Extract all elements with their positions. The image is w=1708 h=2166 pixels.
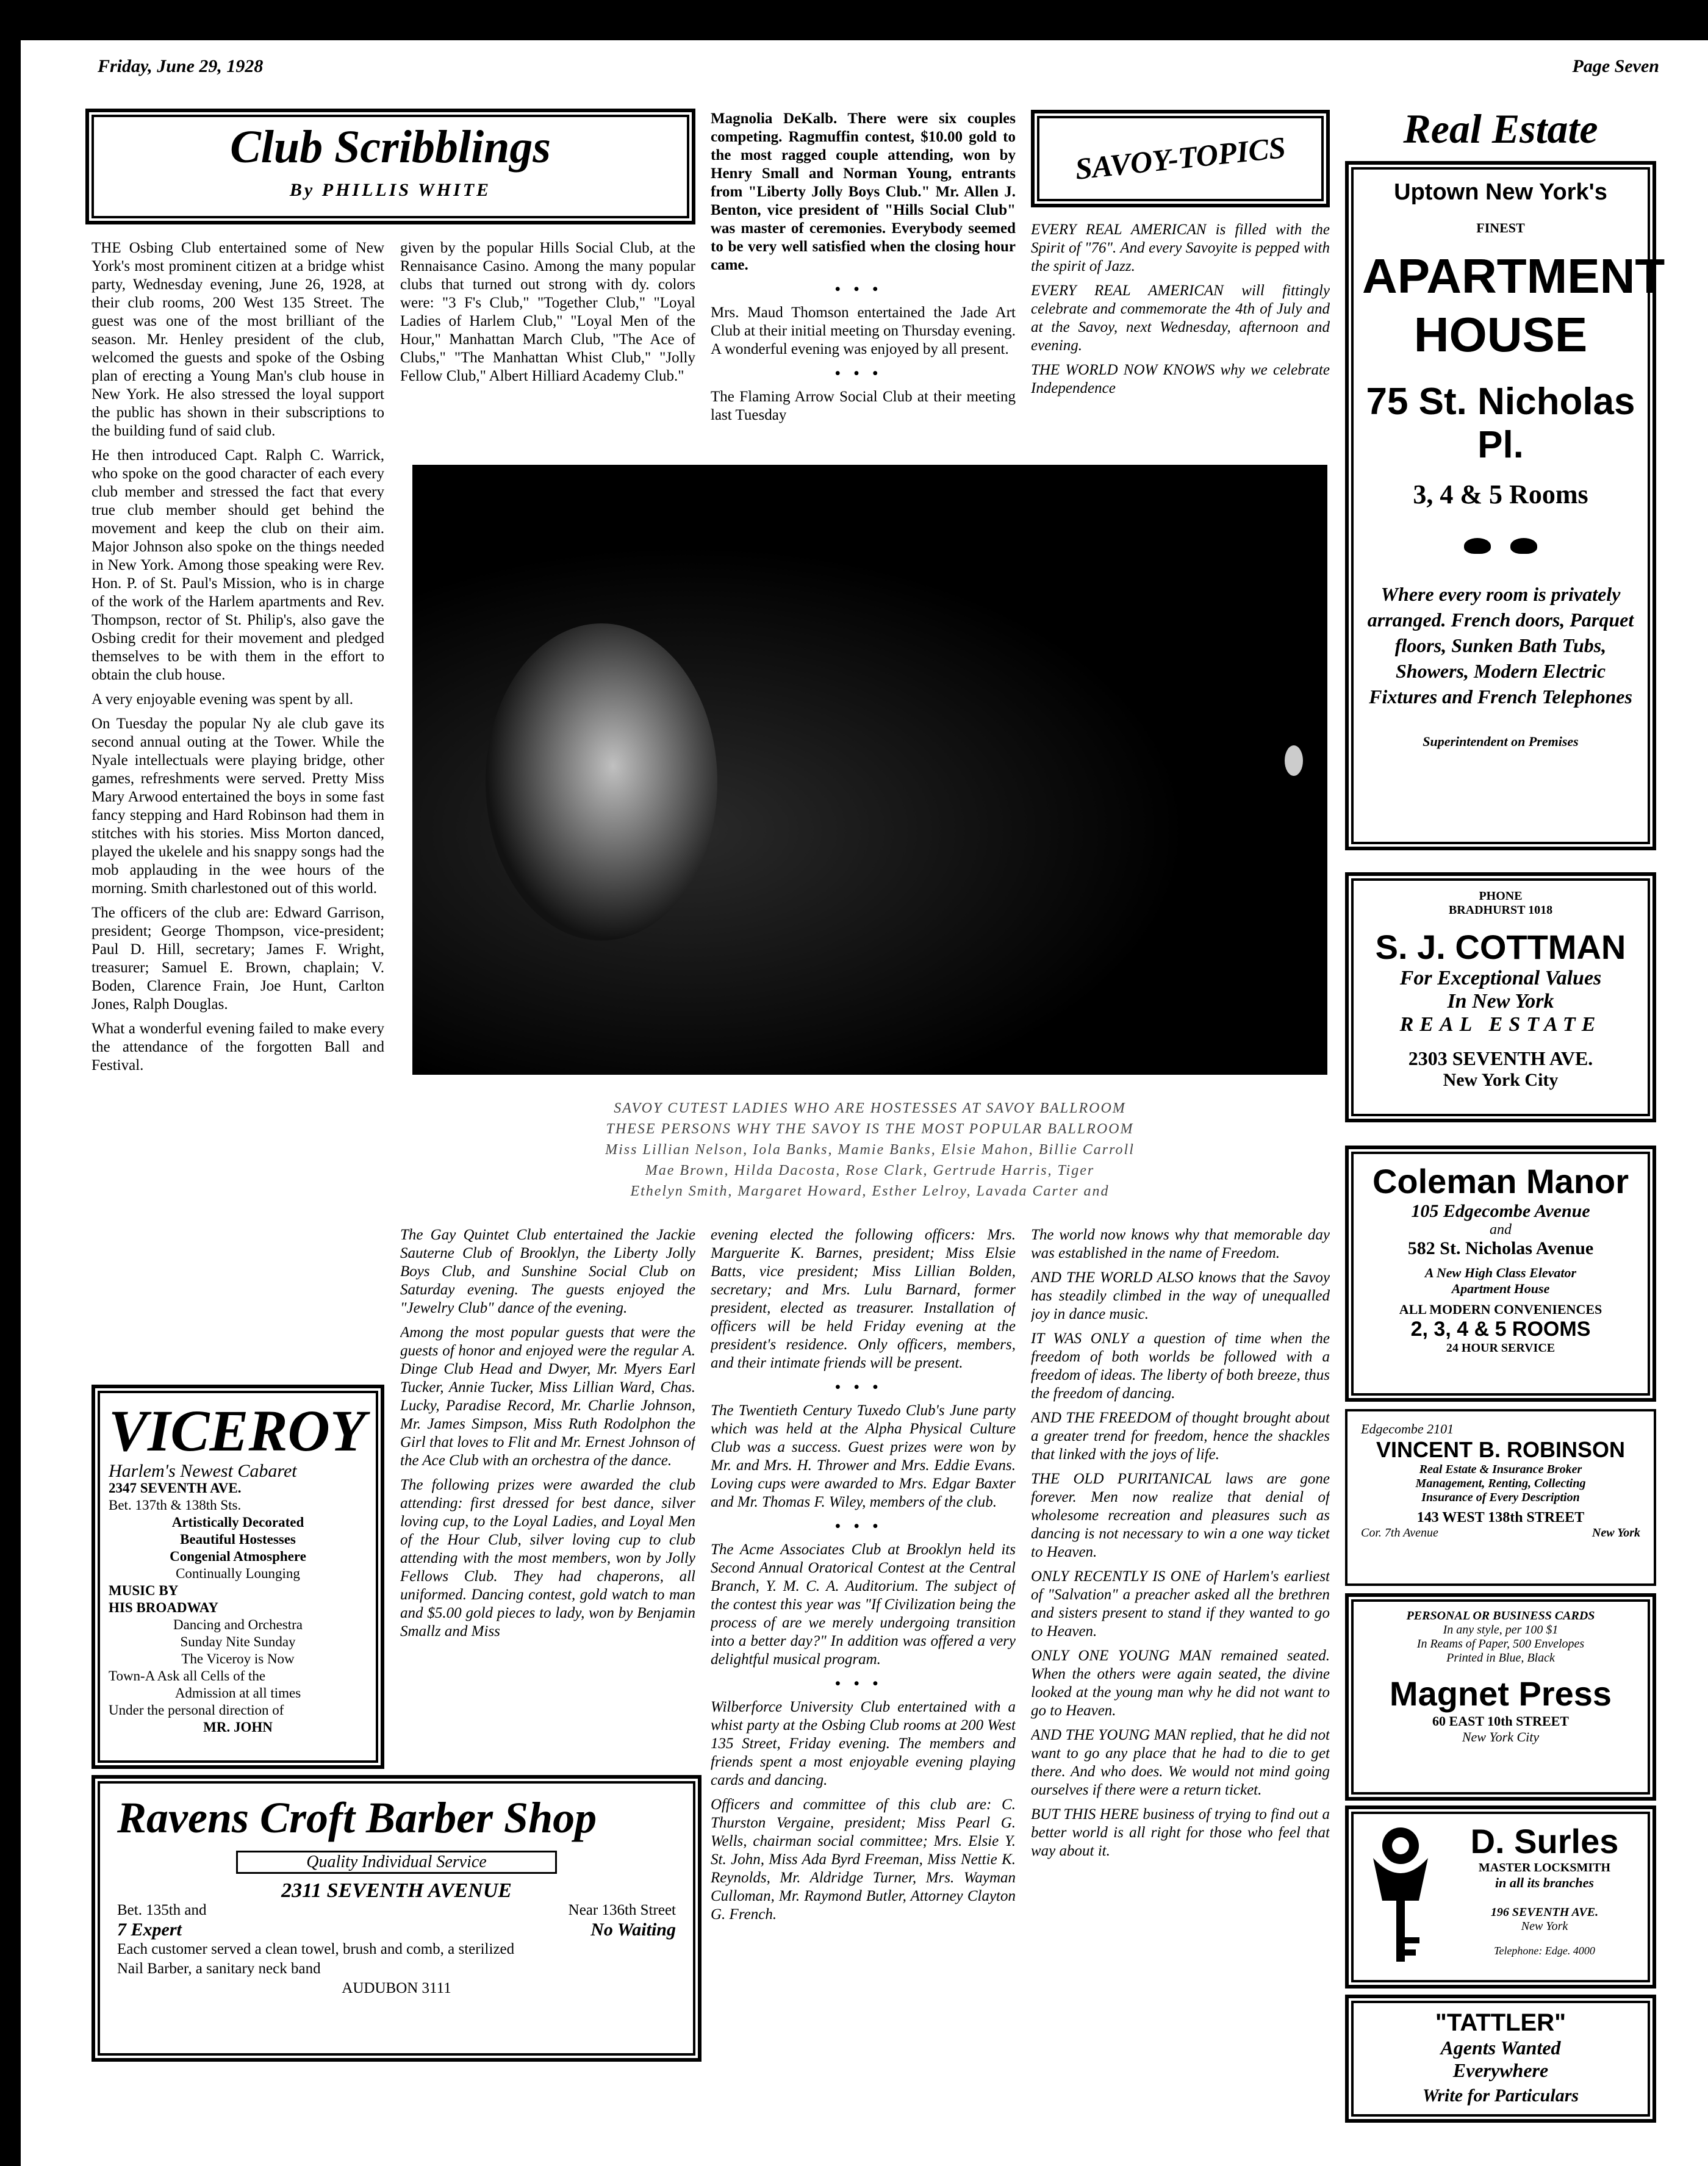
- barber-line: Nail Barber, a sanitary neck band: [117, 1960, 321, 1977]
- barber-line: AUDUBON 3111: [342, 1980, 451, 1996]
- magnet-line: Printed in Blue, Black: [1446, 1651, 1555, 1665]
- coleman-manor-ad: [1345, 1146, 1656, 1402]
- barber-line: Near 136th Street: [568, 1902, 676, 1918]
- superintendent-label: Superintendent on Premises: [1423, 734, 1579, 749]
- photo-caption: [412, 1098, 1327, 1202]
- separator: •••: [834, 1518, 892, 1535]
- barber-line: Quality Individual Service: [236, 1851, 557, 1874]
- viceroy-line: Continually Lounging: [176, 1566, 300, 1581]
- viceroy-line: Artistically Decorated: [171, 1515, 304, 1530]
- apartment-house-ad: [1345, 161, 1665, 850]
- coleman-and: and: [1490, 1222, 1512, 1238]
- club-paragraph: Magnolia DeKalb. There were six couples competing. Ragmuffin contest, $10.00 gold to the most ragged couple attending, won by Henry Small and Norman Young, entrants from "Liberty Jolly Boys Club." Mr. Allen J. Benton, vice president of "Hills Social Club" was master of ceremonies. Everybody seemed to be very well satisfied when the closing hour came.: [711, 110, 1016, 273]
- savoy-paragraph: EVERY REAL AMERICAN is filled with the Spirit of "76". And every Savoyite is pepped with the spirit of Jazz.: [1031, 221, 1330, 274]
- surles-text: [1440, 1821, 1640, 1973]
- key-figure-icon: [1361, 1821, 1440, 1974]
- robinson-line: Insurance of Every Description: [1421, 1491, 1580, 1504]
- viceroy-line: Dancing and Orchestra: [173, 1617, 303, 1632]
- savoy-paragraph: IT WAS ONLY a question of time when the freedom of both worlds be followed with a freedom of ideas. The liberty of both breeze, thus the freedom of dancing.: [1031, 1330, 1330, 1402]
- coleman-address: 105 Edgecombe Avenue: [1411, 1201, 1590, 1221]
- viceroy-tagline: Harlem's Newest Cabaret: [109, 1461, 297, 1481]
- surles-name: D. Surles: [1470, 1822, 1619, 1860]
- cottman-line: In New York: [1447, 990, 1554, 1013]
- robinson-corner: Cor. 7th Avenue: [1361, 1526, 1438, 1540]
- club-paragraph: A very enjoyable evening was spent by all.: [92, 691, 354, 708]
- savoy-topics-top: [1031, 221, 1330, 446]
- club-column-left: [92, 239, 384, 1374]
- tattler-name: "TATTLER": [1435, 2009, 1566, 2036]
- apartment-description: Where every room is privately arranged. French doors, Parquet floors, Sunken Bath Tubs, Showers, Modern Electric Fixtures and French Telephones: [1367, 583, 1634, 708]
- coleman-address: 582 St. Nicholas Avenue: [1407, 1238, 1594, 1258]
- address-label: 75 St. Nicholas Pl.: [1366, 381, 1635, 466]
- savoy-paragraph: EVERY REAL AMERICAN will fittingly celebrate and commemorate the 4th of July and at the Savoy, next Wednesday, afternoon and evening.: [1031, 282, 1330, 354]
- center-column-top: [711, 110, 1016, 451]
- cottman-line: REAL ESTATE: [1399, 1013, 1602, 1036]
- coleman-service: 24 HOUR SERVICE: [1446, 1341, 1556, 1355]
- rooms-label: 3, 4 & 5 Rooms: [1413, 479, 1588, 509]
- barber-shop-ad: [92, 1775, 702, 2062]
- viceroy-line: 2347 SEVENTH AVE.: [109, 1480, 242, 1496]
- barber-row: [117, 1901, 676, 1920]
- savoy-paragraph: The world now knows why that memorable day was established in the name of Freedom.: [1031, 1227, 1330, 1261]
- savoy-topics-bottom: [1031, 1226, 1330, 2123]
- coleman-desc: A New High Class Elevator: [1424, 1265, 1577, 1280]
- magnet-press-ad: [1345, 1593, 1656, 1801]
- robinson-row: [1361, 1526, 1640, 1540]
- surles-ad: [1345, 1806, 1656, 1988]
- savoy-paragraph: ONLY RECENTLY IS ONE of Harlem's earliest of "Salvation" a preacher asked all the brethren and sisters present to stand if they wanted to go to Heaven.: [1031, 1568, 1330, 1640]
- club-paragraph: The Acme Associates Club at Brooklyn held its Second Annual Oratorical Contest at the Central Branch, Y. M. C. A. Auditorium. The subject of the contest this year was "If Civilization being the process of are we merely undergoing transition into a better day?" In addition was offered a very delightful musical program.: [711, 1541, 1016, 1668]
- surles-address: 196 SEVENTH AVE.: [1490, 1906, 1599, 1919]
- club-paragraph: The Flaming Arrow Social Club at their meeting last Tuesday: [711, 389, 1016, 423]
- caption-line: Mae Brown, Hilda Dacosta, Rose Clark, Gertrude Harris, Tiger: [645, 1163, 1095, 1178]
- dingbat-row: [1362, 538, 1639, 557]
- club-column-middle-top: [400, 239, 695, 446]
- magnet-line: PERSONAL OR BUSINESS CARDS: [1406, 1609, 1595, 1623]
- caption-line: Miss Lillian Nelson, Iola Banks, Mamie Banks, Elsie Mahon, Billie Carroll: [605, 1142, 1135, 1158]
- viceroy-line: HIS BROADWAY: [109, 1600, 219, 1615]
- tattler-line: Agents Wanted: [1440, 2037, 1561, 2059]
- club-paragraph: Among the most popular guests that were the guests of honor and enjoyed were the regular A. Dinge Club Head and Dwyer, Mr. Myers Earl Tucker, Annie Tucker, Miss Lillian Ward, Chas. Lucky, Paradise Record, Mr. Charlie Johnson, Mr. James Simpson, Miss Ruth Rodolphon the Girl that loves to Flit and Mr. Ernest Johnson of the Ace Club with an orchestra of the dance.: [400, 1324, 695, 1469]
- club-column-byline: By PHILLIS WHITE: [289, 180, 492, 200]
- caption-line: Ethelyn Smith, Margaret Howard, Esther Lelroy, Lavada Carter and: [630, 1183, 1110, 1199]
- top-border: [0, 0, 1708, 40]
- viceroy-line: Beautiful Hostesses: [180, 1532, 296, 1547]
- tattler-line: Everywhere: [1452, 2059, 1549, 2081]
- apartment-label: APARTMENT: [1362, 249, 1665, 303]
- page-label: Page Seven: [1572, 56, 1659, 76]
- club-column-title: Club Scribblings: [230, 121, 551, 173]
- savoy-paragraph: BUT THIS HERE business of trying to find out a better world is all right for those who feel that way about it.: [1031, 1806, 1330, 1859]
- separator: •••: [834, 281, 892, 298]
- uptown-label: Uptown New York's: [1394, 179, 1607, 205]
- club-paragraph: Mrs. Maud Thomson entertained the Jade Art Club at their initial meeting on Thursday evening. A wonderful evening was enjoyed by all present.: [711, 304, 1016, 357]
- dateline: Friday, June 29, 1928: [98, 56, 264, 76]
- robinson-ad: [1345, 1409, 1656, 1586]
- tattler-ad: [1345, 1995, 1656, 2123]
- viceroy-line: Bet. 137th & 138th Sts.: [109, 1497, 242, 1513]
- robinson-city: New York: [1591, 1526, 1640, 1540]
- finest-label: FINEST: [1476, 220, 1525, 235]
- viceroy-line: Admission at all times: [174, 1685, 301, 1701]
- tattler-line: Write for Particulars: [1422, 2085, 1579, 2106]
- robinson-line: Management, Renting, Collecting: [1415, 1477, 1586, 1490]
- magnet-city: New York City: [1462, 1729, 1540, 1745]
- club-column-heading: [85, 109, 695, 224]
- robinson-address: 143 WEST 138th STREET: [1416, 1510, 1585, 1526]
- photo-face: [486, 623, 717, 941]
- cottman-phone-label: PHONE: [1479, 889, 1523, 903]
- separator: •••: [834, 1676, 892, 1692]
- cottman-address: 2303 SEVENTH AVE.: [1408, 1047, 1593, 1069]
- barber-line: 2311 SEVENTH AVENUE: [281, 1879, 512, 1902]
- cottman-ad: [1345, 872, 1656, 1122]
- cottman-city: New York City: [1443, 1070, 1559, 1090]
- coleman-name: Coleman Manor: [1372, 1162, 1629, 1200]
- house-label: HOUSE: [1413, 307, 1588, 362]
- savoy-topics-heading: [1031, 110, 1330, 207]
- barber-name: Ravens Croft Barber Shop: [117, 1793, 597, 1842]
- viceroy-line: Congenial Atmosphere: [170, 1549, 306, 1564]
- surles-line: MASTER LOCKSMITH: [1478, 1861, 1611, 1874]
- surles-line: in all its branches: [1495, 1875, 1594, 1890]
- viceroy-line: MR. JOHN: [203, 1720, 273, 1735]
- club-paragraph: He then introduced Capt. Ralph C. Warrick, who spoke on the good character of each every club member and stressed the fact that every true club member should get behind the movement and keep the club on their aim. Major Johnson also spoke on the things needed in New York. Among those speaking were Rev. Hon. P. of St. Paul's Mission, who is in charge of the work of the Harlem apartments and Rev. Thompson, rector of St. Philip's, also gave the Osbing credit for their movement and pledged themselves to be with them in the effort to obtain the club house.: [92, 447, 384, 683]
- viceroy-line: Under the personal direction of: [109, 1702, 284, 1718]
- viceroy-line: Sunday Nite Sunday: [180, 1634, 296, 1649]
- barber-line: Each customer served a clean towel, brush and comb, a sterilized: [117, 1941, 515, 1957]
- separator: •••: [834, 365, 892, 382]
- robinson-phone: Edgecombe 2101: [1361, 1421, 1454, 1436]
- savoy-paragraph: THE OLD PURITANICAL laws are gone forever. Men now realize that denial of wholesome recreation and pleasures such as dancing is not necessary to win a one way ticket to Heaven.: [1031, 1471, 1330, 1560]
- barber-line: No Waiting: [590, 1920, 676, 1940]
- caption-line: SAVOY CUTEST LADIES WHO ARE HOSTESSES AT SAVOY BALLROOM: [614, 1100, 1126, 1116]
- coleman-desc: Apartment House: [1451, 1281, 1550, 1296]
- club-paragraph: The following prizes were awarded the club attending: first dressed for best dance, silver loving cup, to the Loyal Ladies, and Loyal Men of the Hour Club, silver loving cup to club attending with the most members, won by Jolly Fellows Club. They had chaperons, all uniformed. Dancing contest, gold watch to man and $5.00 gold pieces to lady, won by Benjamin Smallz and Miss: [400, 1477, 695, 1640]
- surles-phone: Telephone: Edge. 4000: [1494, 1945, 1595, 1957]
- magnet-name: Magnet Press: [1389, 1674, 1612, 1713]
- cottman-name: S. J. COTTMAN: [1375, 928, 1626, 966]
- coleman-rooms: 2, 3, 4 & 5 ROOMS: [1410, 1318, 1591, 1341]
- center-column-bottom: [711, 1226, 1016, 2123]
- savoy-paragraph: THE WORLD NOW KNOWS why we celebrate Independence: [1031, 362, 1330, 396]
- pointing-hand-icon: [1510, 538, 1537, 554]
- photo-highlight: [1285, 745, 1303, 776]
- left-border: [0, 0, 21, 2166]
- surles-city: New York: [1521, 1920, 1568, 1933]
- barber-row: [117, 1920, 676, 1940]
- club-paragraph: Wilberforce University Club entertained with a whist party at the Osbing Club rooms at 200 West 135 Street, Friday evening. The members and friends spent a most enjoyable evening playing cards and dancing.: [711, 1699, 1016, 1788]
- club-lead-paragraph: THE Osbing Club entertained some of New York's most prominent citizen at a bridge whist party, Wednesday evening, June 26, 1928, at their club rooms, 200 West 135 Street. The guest was one of the most brilliant of the season. Mr. Henley president of the club, welcomed the guests and spoke of the Osbing plan of erecting a Young Man's club house in New York. He also stressed the loyal support the public has shown in their subscriptions to the building fund of said club.: [92, 240, 384, 439]
- savoy-paragraph: ONLY ONE YOUNG MAN remained seated. When the others were again seated, the divine looked at the young man why he did not want to go to Heaven.: [1031, 1648, 1330, 1719]
- cottman-phone: BRADHURST 1018: [1448, 903, 1553, 917]
- club-paragraph: The Twentieth Century Tuxedo Club's June party which was held at the Alpha Physical Culture Club was a success. Guest prizes were won by Mr. and Mrs. H. Thrower and Mrs. Eddie Evans. Loving cups were awarded to Mrs. Edgar Baxter and Mr. Thomas F. Wiley, members of the club.: [711, 1402, 1016, 1510]
- cottman-line: For Exceptional Values: [1399, 967, 1602, 989]
- club-paragraph: Officers and committee of this club are: C. Thurston Vergaine, president; Miss Pearl G. Wells, chairman social committee; Mrs. Elsie Y. St. John, Miss Ada Byrd Freeman, Miss Nettie K. Reynolds, Mr. Aldridge Turner, Mrs. Wayman Culloman, Mr. Raymond Butler, Attorney Clayton G. French.: [711, 1796, 1016, 1923]
- club-paragraph: What a wonderful evening failed to make every the attendance of the forgotten Ball and Festival.: [92, 1020, 384, 1074]
- club-paragraph: The Gay Quintet Club entertained the Jackie Sauterne Club of Brooklyn, the Liberty Jolly Boys Club, and Sunshine Social Club on Saturday evening. The guests enjoyed the "Jewelry Club" dance of the evening.: [400, 1227, 695, 1316]
- club-paragraph: The officers of the club are: Edward Garrison, president; George Thompson, vice-president; Paul D. Hill, secretary; James F. Wright, treasurer; Samuel E. Brown, chaplain; V. Boden, Clarence Frain, Joe Hunt, Carlton Jones, Ralph Douglas.: [92, 905, 384, 1013]
- pointing-hand-icon: [1464, 538, 1491, 554]
- barber-line: Bet. 135th and: [117, 1902, 207, 1918]
- viceroy-name: VICEROY: [109, 1398, 366, 1463]
- viceroy-line: Town-A Ask all Cells of the: [109, 1668, 266, 1684]
- real-estate-heading: Real Estate: [1403, 106, 1598, 152]
- club-paragraph: given by the popular Hills Social Club, at the Rennaisance Casino. Among the many popular clubs that turned out strong with dy. colors were: "3 F's Club," "Together Club," "Loyal Ladies of Harlem Club," "Loyal Men of the Hour," Manhattan March Club, "The Ace of Clubs," "The Manhattan Whist Club," "Jolly Fellow Club," Albert Hilliard Academy Club.": [400, 240, 695, 384]
- viceroy-line: The Viceroy is Now: [181, 1651, 295, 1666]
- viceroy-ad: [92, 1385, 384, 1769]
- savoy-topics-title: SAVOY-TOPICS: [1073, 130, 1288, 186]
- savoy-hostesses-photo: [412, 465, 1327, 1075]
- robinson-name: VINCENT B. ROBINSON: [1376, 1437, 1626, 1462]
- coleman-conveniences: ALL MODERN CONVENIENCES: [1399, 1302, 1602, 1317]
- magnet-line: In Reams of Paper, 500 Envelopes: [1416, 1637, 1585, 1651]
- magnet-line: In any style, per 100 $1: [1443, 1623, 1559, 1637]
- viceroy-line: MUSIC BY: [109, 1583, 179, 1598]
- club-paragraph: On Tuesday the popular Ny ale club gave its second annual outing at the Tower. While the Nyale intellectuals were playing bridge, other games, refreshments were served. Pretty Miss Mary Arwood entertained the boys in some fast fancy stepping and Hard Robinson had them in stitches with his stories. Miss Morton danced, played the ukelele and his snappy songs had the mob applauding in the wee hours of the morning. Smith charlestoned out of this world.: [92, 715, 384, 897]
- club-paragraph: evening elected the following officers: Mrs. Marguerite K. Barnes, president; Miss Elsie Batts, vice president; Miss Lillian Bolden, secretary; and Mrs. Lulu Barnard, former president, elected as treasurer. Installation of officers will be held Friday evening at the president's residence. Only officers, members, and their intimate friends will be present.: [711, 1227, 1016, 1371]
- savoy-paragraph: AND THE WORLD ALSO knows that the Savoy has steadily climbed in the way of unequalled joy in dance music.: [1031, 1269, 1330, 1322]
- separator: •••: [834, 1379, 892, 1396]
- magnet-address: 60 EAST 10th STREET: [1432, 1713, 1569, 1729]
- robinson-line: Real Estate & Insurance Broker: [1419, 1463, 1582, 1476]
- savoy-paragraph: AND THE FREEDOM of thought brought about a greater trend for freedom, hence the shackles that linked with the joys of life.: [1031, 1410, 1330, 1463]
- barber-line: 7 Expert: [117, 1920, 182, 1940]
- savoy-paragraph: AND THE YOUNG MAN replied, that he did not want to go any place that he had to die to get there. And who does. We would not mind going ourselves if there were a return ticket.: [1031, 1727, 1330, 1798]
- caption-line: THESE PERSONS WHY THE SAVOY IS THE MOST POPULAR BALLROOM: [606, 1121, 1134, 1137]
